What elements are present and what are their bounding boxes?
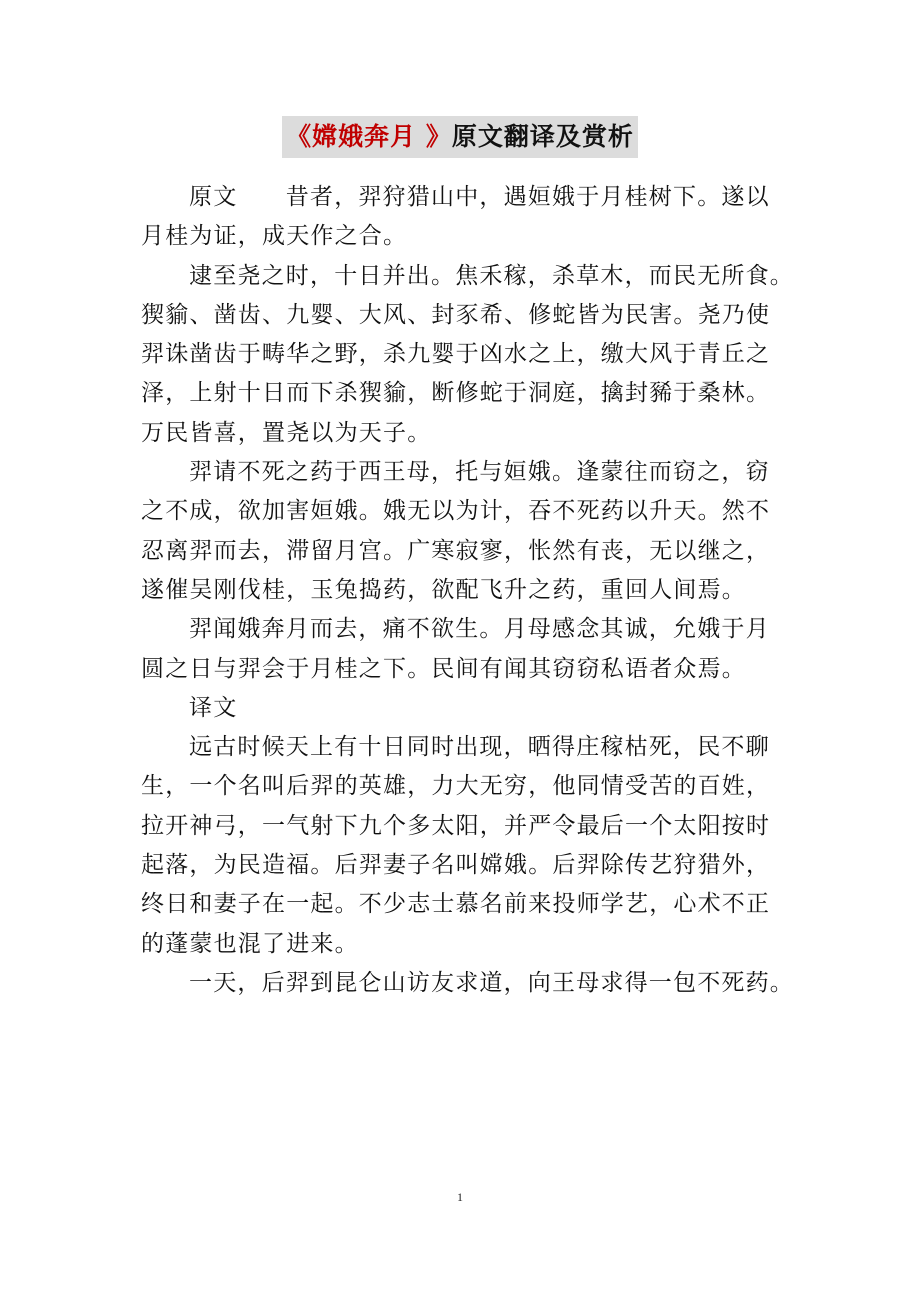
text-line: 逮至尧之时，十日并出。焦禾稼，杀草木，而民无所食。 xyxy=(189,262,794,289)
text-line: 之不成，欲加害姮娥。娥无以为计，吞不死药以升天。然不 xyxy=(141,498,771,525)
paragraph-translation-2 xyxy=(141,964,794,1003)
text-line: 猰貐、凿齿、九婴、大风、封豕希、修蛇皆为民害。尧乃使 xyxy=(141,301,771,328)
text-line: 生，一个名叫后羿的英雄，力大无穷，他同情受苦的百姓， xyxy=(141,773,771,800)
text-line: 起落，为民造福。后羿妻子名叫嫦娥。后羿除传艺狩猎外， xyxy=(141,852,771,879)
text-line: 羿诛凿齿于畴华之野，杀九婴于凶水之上，缴大风于青丘之 xyxy=(141,341,771,368)
title-wrap xyxy=(0,116,920,158)
text-line: 泽，上射十日而下杀猰貐，断修蛇于洞庭，擒封豨于桑林。 xyxy=(141,380,771,407)
text-line: 原文 昔者，羿狩猎山中，遇姮娥于月桂树下。遂以 xyxy=(189,184,770,210)
text-line: 月桂为证，成天作之合。 xyxy=(141,223,408,250)
text-line: 远古时候天上有十日同时出现，晒得庄稼枯死，民不聊 xyxy=(189,734,770,761)
title-red-part: 《嫦娥奔月 》 xyxy=(286,122,452,151)
paragraph-original-1 xyxy=(141,178,781,257)
document-title xyxy=(282,116,638,158)
text-line: 译文 xyxy=(189,694,238,721)
document-body xyxy=(141,178,794,1003)
text-line: 的蓬蒙也混了进来。 xyxy=(141,930,359,957)
paragraph-original-4 xyxy=(141,610,781,689)
text-line: 羿请不死之药于西王母，托与姮娥。逢蒙往而窃之，窃 xyxy=(189,459,770,486)
text-line: 终日和妻子在一起。不少志士慕名前来投师学艺，心术不正 xyxy=(141,891,771,918)
text-line: 羿闻娥奔月而去，痛不欲生。月母感念其诚，允娥于月 xyxy=(189,616,770,643)
page-number: 1 xyxy=(457,1190,463,1204)
paragraph-original-3 xyxy=(141,453,781,610)
text-line: 遂催吴刚伐桂，玉兔捣药，欲配飞升之药，重回人间焉。 xyxy=(141,576,746,603)
text-line: 万民皆喜，置尧以为天子。 xyxy=(141,419,432,446)
text-line: 拉开神弓，一气射下九个多太阳，并严令最后一个太阳按时 xyxy=(141,812,771,839)
text-line: 圆之日与羿会于月桂之下。民间有闻其窃窃私语者众焉。 xyxy=(141,655,746,682)
paragraph-translation-1 xyxy=(141,728,781,964)
text-line: 一天，后羿到昆仑山访友求道，向王母求得一包不死药。 xyxy=(189,969,794,996)
paragraph-original-2 xyxy=(141,257,794,453)
text-line: 忍离羿而去，滞留月宫。广寒寂寥，怅然有丧，无以继之， xyxy=(141,537,771,564)
section-heading-translation xyxy=(141,689,781,728)
title-black-part: 原文翻译及赏析 xyxy=(451,122,634,151)
